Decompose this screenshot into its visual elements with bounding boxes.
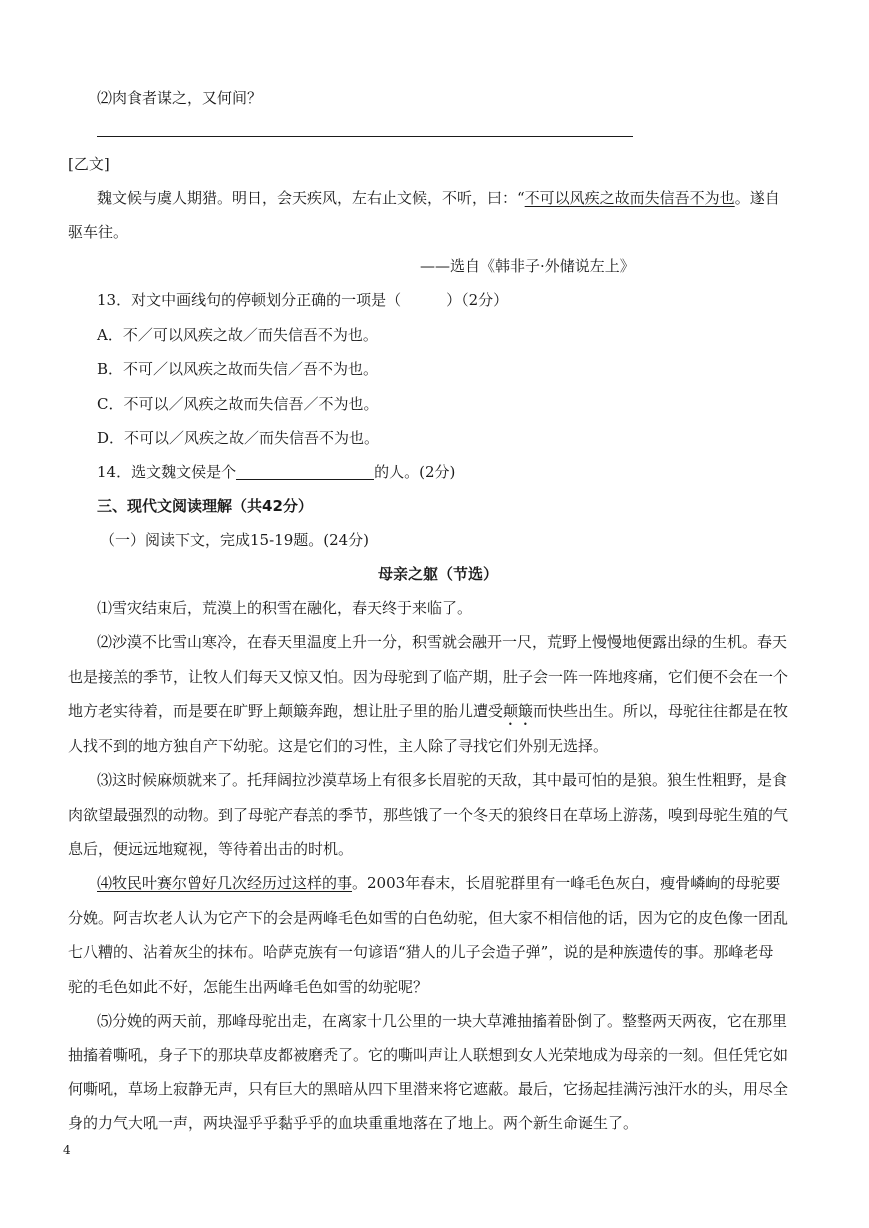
paragraph-5-line-3: 何嘶吼，草场上寂静无声，只有巨大的黑暗从四下里潜来将它遮蔽。最后，它扬起挂满污浊汗水的头，用尽全 (68, 1080, 789, 1098)
option-a: A．不／可以风疾之故／而失信吾不为也。 (97, 326, 378, 344)
q14-post: 的人。(2分) (374, 463, 456, 481)
yi-body-pre: 魏文候与虞人期猎。明日，会天疾风，左右止文候，不听，曰：“ (97, 189, 525, 207)
p4-l1-post: 。2003年春末，长眉驼群里有一峰毛色灰白，瘦骨嶙峋的母驼要 (352, 874, 781, 892)
page-number: 4 (63, 1143, 71, 1157)
answer-line (97, 136, 633, 137)
paragraph-3-line-3: 息后，便远远地窥视，等待着出击的时机。 (68, 840, 354, 858)
article-title: 母亲之躯（节选） (378, 565, 499, 583)
paragraph-2-line-3 (68, 701, 788, 729)
question-14 (97, 462, 455, 482)
paragraph-5-line-2: 抽搐着嘶吼，身子下的那块草皮都被磨秃了。它的嘶叫声让人联想到女人光荣地成为母亲的一刻。但任凭它如 (68, 1046, 789, 1064)
option-b: B．不可／以风疾之故而失信／吾不为也。 (97, 360, 379, 378)
question-2: ⑵肉食者谋之，又何间？ (97, 89, 263, 107)
p2-l3-pre: 地方老实待着，而是要在旷野上颠簸奔跑，想让肚子里的胎儿遭受 (68, 702, 504, 720)
question-13: 13．对文中画线句的停顿划分正确的一项是（ ）（2分） (97, 291, 509, 309)
paragraph-4-line-1 (97, 873, 780, 893)
source-citation: ——选自《韩非子·外储说左上》 (420, 257, 635, 275)
paragraph-4-line-4: 驼的毛色如此不好，怎能生出两峰毛色如雪的幼驼呢？ (68, 978, 429, 996)
paragraph-2-line-1: ⑵沙漠不比雪山寒冷，在春天里温度上升一分，积雪就会融开一尺，荒野上慢慢地便露出绿的生机。春天 (97, 633, 788, 651)
paragraph-4-line-3: 七八糟的、沾着灰尘的抹布。哈萨克族有一句谚语“猎人的儿子会造子弹”，说的是种族遗传的事。那峰老母 (68, 943, 774, 961)
fill-blank (236, 463, 374, 480)
paragraph-3-line-1: ⑶这时候麻烦就来了。托拜阔拉沙漠草场上有很多长眉驼的天敌，其中最可怕的是狼。狼生性粗野，是食 (97, 771, 788, 789)
yi-body-line-2: 驱车往。 (68, 223, 129, 241)
paragraph-2-line-4: 人找不到的地方独自产下幼驼。这是它们的习性，主人除了寻找它们外别无选择。 (68, 737, 609, 755)
yi-body-post: 。遂自 (734, 189, 780, 207)
option-c: C．不可以／风疾之故而失信吾／不为也。 (97, 395, 379, 413)
paragraph-2-line-2: 也是接羔的季节，让牧人们每天又惊又怕。因为母驼到了临产期，肚子会一阵一阵地疼痛，它们便不会在一个 (68, 668, 789, 686)
q14-pre: 14．选文魏文侯是个 (97, 463, 237, 481)
yi-body-line-1 (97, 188, 780, 208)
section-3-heading: 三、现代文阅读理解（共42分） (97, 497, 313, 515)
paragraph-3-line-2: 肉欲望最强烈的动物。到了母驼产春羔的季节，那些饿了一个冬天的狼终日在草场上游荡，嗅到母驼生殖的气 (68, 806, 789, 824)
paragraph-5-line-4: 身的力气大吼一声，两块湿乎乎黏乎乎的血块重重地落在了地上。两个新生命诞生了。 (68, 1114, 639, 1132)
paragraph-4-line-2: 分娩。阿吉坎老人认为它产下的会是两峰毛色如雪的白色幼驼，但大家不相信他的话，因为它的皮色像一团乱 (68, 909, 789, 927)
paragraph-5-line-1: ⑸分娩的两天前，那峰母驼出走，在离家十几公里的一块大草滩抽搐着卧倒了。整整两天两夜，它在那里 (97, 1012, 788, 1030)
p2-l3-post: 而快些出生。所以，母驼往往都是在牧 (533, 702, 789, 720)
emphasized-word: 颠簸 (503, 702, 534, 720)
underlined-sentence: ⑷牧民叶赛尔曾好几次经历过这样的事 (97, 874, 353, 892)
option-d: D．不可以／风疾之故／而失信吾不为也。 (97, 429, 380, 447)
paragraph-1: ⑴雪灾结束后，荒漠上的积雪在融化，春天终于来临了。 (97, 599, 473, 617)
underlined-sentence: 不可以风疾之故而失信吾不为也 (524, 189, 735, 207)
part-1-instructions: （一）阅读下文，完成15-19题。(24分) (100, 531, 370, 549)
yi-label: [乙文] (68, 155, 110, 173)
